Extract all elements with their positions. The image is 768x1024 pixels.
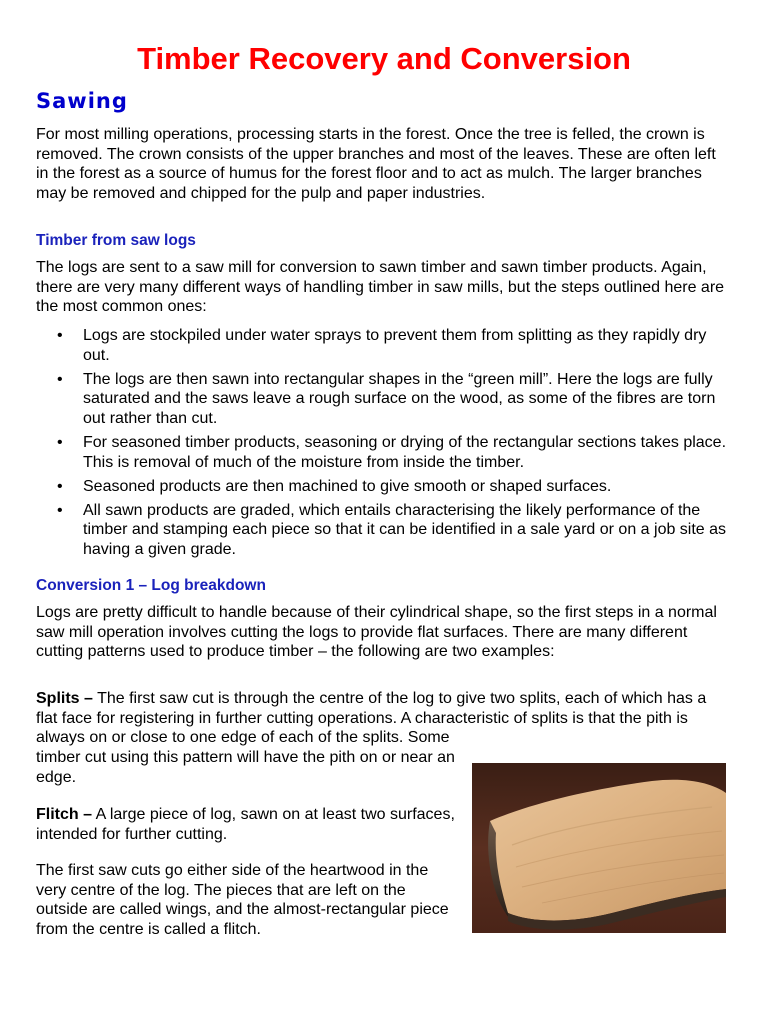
list-item bbox=[36, 501, 736, 560]
bullet-icon: • bbox=[57, 477, 63, 495]
bullet-icon: • bbox=[57, 327, 63, 344]
list-item-text: All sawn products are graded, which entails characterising the likely performance of the timber and stamping each piece so that it can be identified in a sale yard or on a job site as having a given grade. bbox=[83, 501, 727, 558]
log-breakdown-paragraph: Logs are pretty difficult to handle because of their cylindrical shape, so the first steps in a normal saw mill operation involves cutting the logs to provide flat surfaces. There are many different cutting patterns used to produce timber – the following are two examples: bbox=[36, 604, 717, 661]
splits-paragraph-continued: timber cut using this pattern will have the pith on or near an edge. bbox=[36, 749, 455, 786]
list-item bbox=[36, 477, 736, 497]
subheading-log-breakdown: Conversion 1 – Log breakdown bbox=[36, 577, 266, 594]
list-item-text: The logs are then sawn into rectangular shapes in the “green mill”. Here the logs are fully saturated and the saws leave a rough surface on the wood, as some of the fibres are torn out rather than cut. bbox=[83, 370, 716, 427]
list-item bbox=[36, 433, 736, 472]
splits-text: The first saw cut is through the centre of the log to give two splits, each of which has a flat face for registering in further cutting operations. A characteristic of splits is that the pith is always on or close to one edge of each of the splits. Some bbox=[36, 690, 707, 747]
flitch-term: Flitch – bbox=[36, 806, 93, 823]
steps-bullet-list bbox=[36, 326, 736, 564]
page-title: Timber Recovery and Conversion bbox=[137, 41, 631, 76]
list-item bbox=[36, 326, 736, 365]
list-item bbox=[36, 370, 736, 429]
bullet-icon: • bbox=[57, 370, 63, 388]
flitch-paragraph bbox=[36, 805, 456, 844]
bullet-icon: • bbox=[57, 501, 63, 519]
bullet-icon: • bbox=[57, 433, 63, 451]
list-item-text: Seasoned products are then machined to give smooth or shaped surfaces. bbox=[83, 477, 612, 495]
subheading-timber-from-saw-logs: Timber from saw logs bbox=[36, 232, 196, 249]
splits-paragraph bbox=[36, 689, 732, 748]
sawn-log-photo bbox=[472, 763, 726, 933]
flitch-text: A large piece of log, sawn on at least two surfaces, intended for further cutting. bbox=[36, 806, 455, 843]
splits-term: Splits – bbox=[36, 690, 93, 707]
saw-logs-paragraph: The logs are sent to a saw mill for conversion to sawn timber and sawn timber products. Again, there are very many different ways of handling timber in saw mills, but the steps outlined here are the most common ones: bbox=[36, 259, 725, 316]
list-item-text: Logs are stockpiled under water sprays to prevent them from splitting as they rapidly dry out. bbox=[83, 327, 707, 364]
list-item-text: For seasoned timber products, seasoning or drying of the rectangular sections takes place. This is removal of much of the moisture from inside the timber. bbox=[83, 433, 727, 471]
flitch-explanation-paragraph: The first saw cuts go either side of the heartwood in the very centre of the log. The pieces that are left on the outside are called wings, and the almost-rectangular piece from the centre is called a flitch. bbox=[36, 862, 449, 938]
section-heading-sawing: Sawing bbox=[36, 89, 128, 113]
sawing-paragraph: For most milling operations, processing starts in the forest. Once the tree is felled, the crown is removed. The crown consists of the upper branches and most of the leaves. These are often left in the forest as a source of humus for the forest floor and to act as mulch. The larger branches may be removed and chipped for the pulp and paper industries. bbox=[36, 126, 716, 202]
